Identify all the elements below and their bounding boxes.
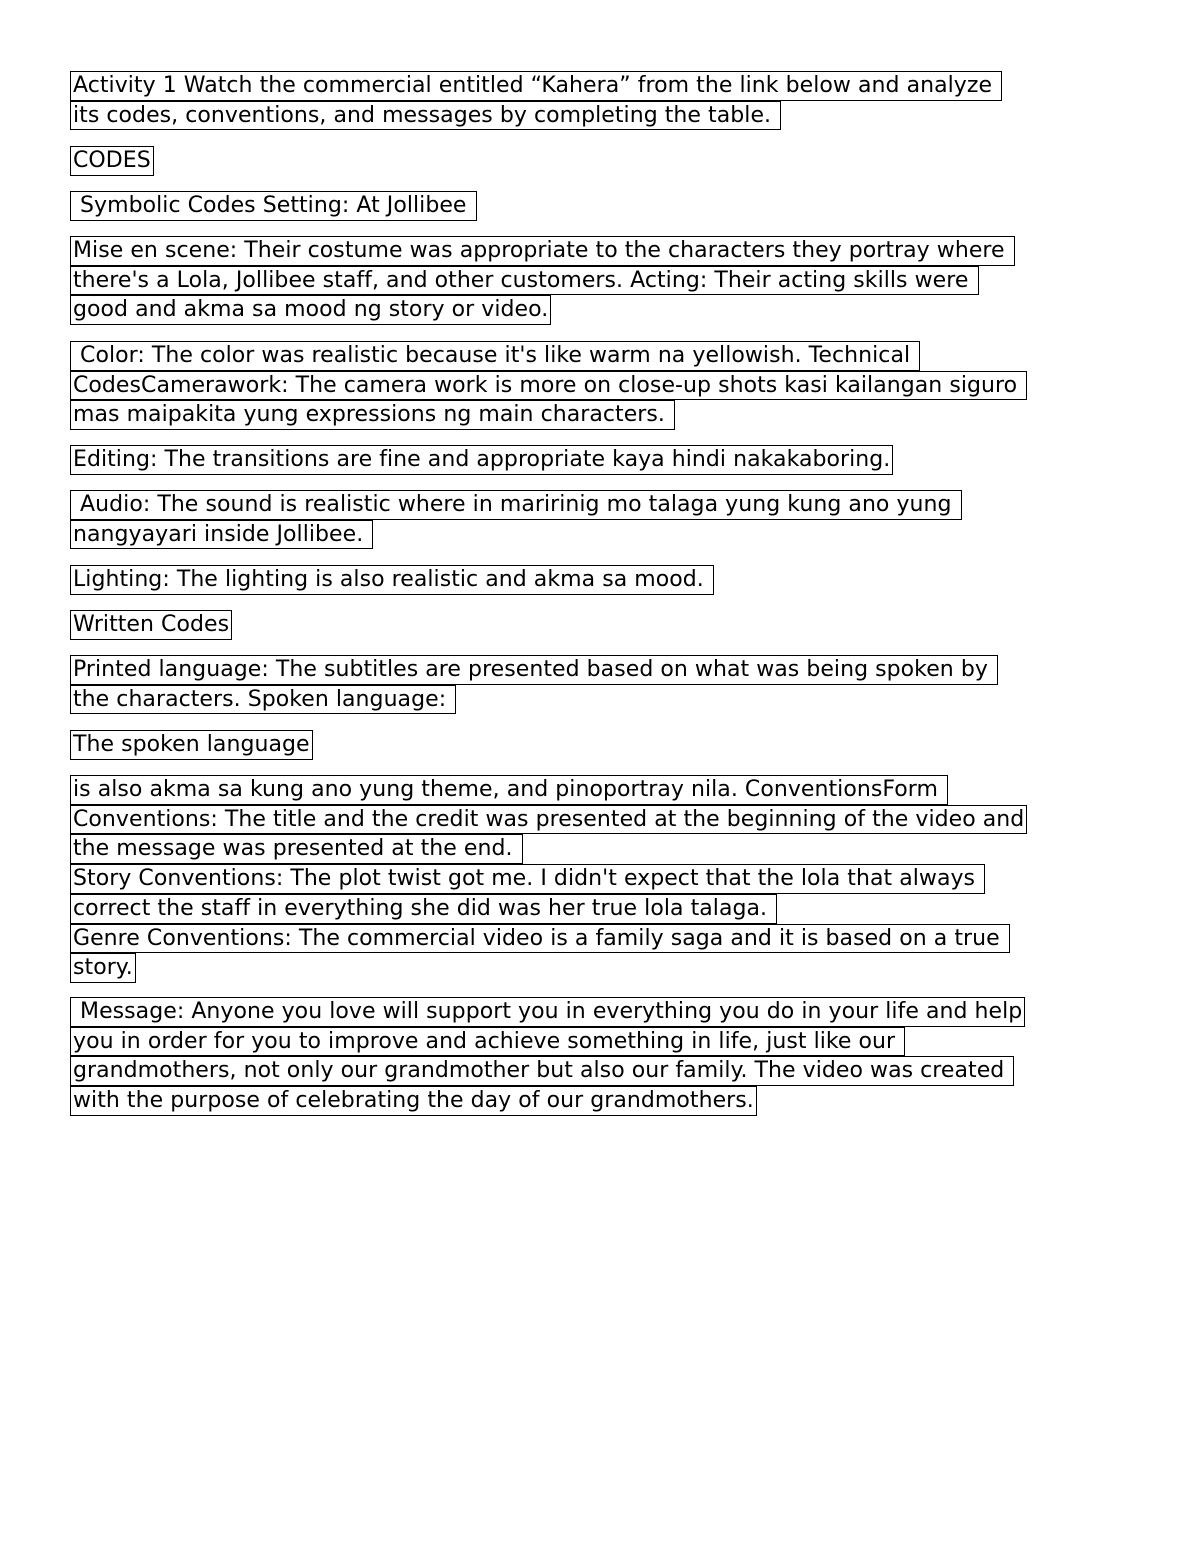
color-technical-camerawork-paragraph xyxy=(70,341,1027,430)
text-line: Written Codes xyxy=(70,610,232,640)
text-line: its codes, conventions, and messages by completing the table. xyxy=(70,101,781,131)
codes-heading xyxy=(70,146,154,176)
mise-en-scene-acting-paragraph xyxy=(70,236,1015,325)
text-line: good and akma sa mood ng story or video. xyxy=(70,295,551,325)
symbolic-codes-setting-paragraph xyxy=(70,191,477,221)
text-line: correct the staff in everything she did was her true lola talaga. xyxy=(70,894,777,924)
text-line: story. xyxy=(70,953,136,983)
text-line: Message: Anyone you love will support you in everything you do in your life and help xyxy=(70,997,1025,1027)
conventions-paragraph xyxy=(70,775,1027,983)
message-paragraph xyxy=(70,997,1025,1116)
text-line: Genre Conventions: The commercial video is a family saga and it is based on a true xyxy=(70,924,1010,954)
text-line: with the purpose of celebrating the day of our grandmothers. xyxy=(70,1086,757,1116)
text-line: Conventions: The title and the credit was presented at the beginning of the video and xyxy=(70,805,1027,835)
text-line: Audio: The sound is realistic where in maririnig mo talaga yung kung ano yung xyxy=(70,490,962,520)
text-line: the message was presented at the end. xyxy=(70,834,523,864)
text-line: nangyayari inside Jollibee. xyxy=(70,520,373,550)
text-line: is also akma sa kung ano yung theme, and pinoportray nila. ConventionsForm xyxy=(70,775,948,805)
text-line: The spoken language xyxy=(70,730,313,760)
text-line: CODES xyxy=(70,146,154,176)
text-line: Color: The color was realistic because it's like warm na yellowish. Technical xyxy=(70,341,920,371)
text-line: mas maipakita yung expressions ng main characters. xyxy=(70,400,675,430)
text-line: Mise en scene: Their costume was appropriate to the characters they portray where xyxy=(70,236,1015,266)
written-codes-heading xyxy=(70,610,232,640)
text-line: Activity 1 Watch the commercial entitled “Kahera” from the link below and analyze xyxy=(70,71,1002,101)
audio-paragraph xyxy=(70,490,962,549)
text-line: Editing: The transitions are fine and appropriate kaya hindi nakakaboring. xyxy=(70,445,893,475)
lighting-paragraph xyxy=(70,565,714,595)
text-line: there's a Lola, Jollibee staff, and other customers. Acting: Their acting skills were xyxy=(70,266,979,296)
text-line: Story Conventions: The plot twist got me. I didn't expect that the lola that always xyxy=(70,864,985,894)
text-line: Printed language: The subtitles are presented based on what was being spoken by xyxy=(70,655,998,685)
activity-instructions-paragraph xyxy=(70,71,1002,130)
text-line: Lighting: The lighting is also realistic and akma sa mood. xyxy=(70,565,714,595)
text-line: the characters. Spoken language: xyxy=(70,685,456,715)
spoken-language-paragraph xyxy=(70,730,313,760)
text-line: CodesCamerawork: The camera work is more on close-up shots kasi kailangan siguro xyxy=(70,371,1027,401)
text-line: you in order for you to improve and achieve something in life, just like our xyxy=(70,1027,905,1057)
editing-paragraph xyxy=(70,445,893,475)
text-line: Symbolic Codes Setting: At Jollibee xyxy=(70,191,477,221)
printed-language-paragraph xyxy=(70,655,998,714)
text-line: grandmothers, not only our grandmother but also our family. The video was created xyxy=(70,1056,1014,1086)
